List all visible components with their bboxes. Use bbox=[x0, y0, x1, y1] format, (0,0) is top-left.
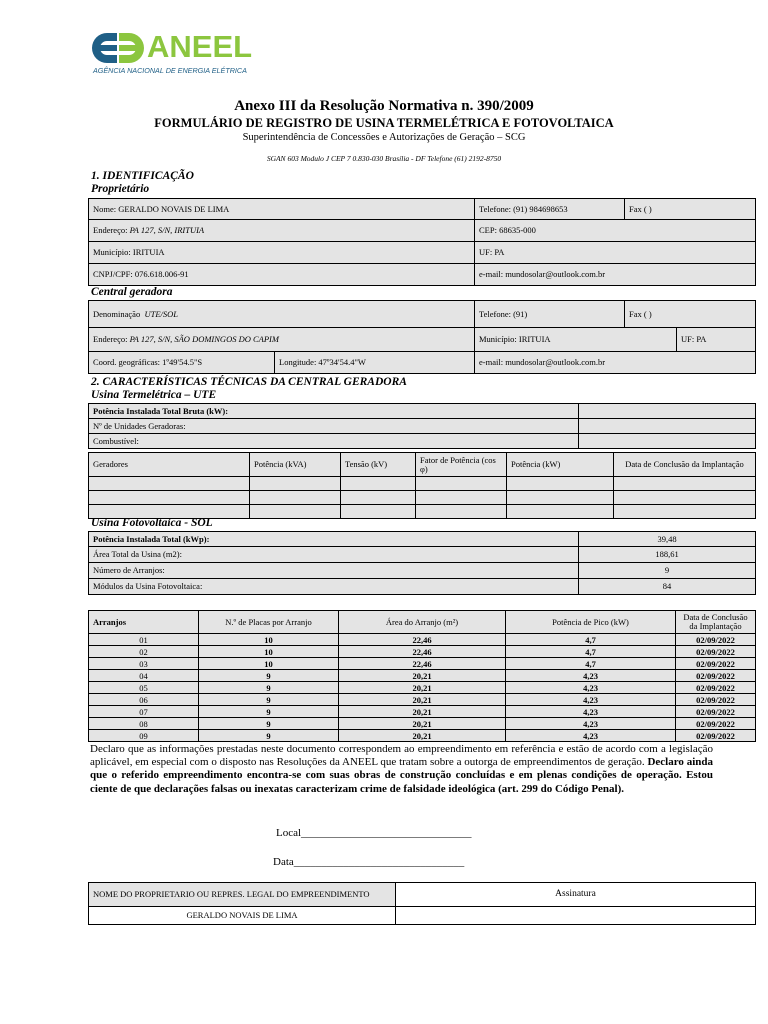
subsection-sol: Usina Fotovoltaica - SOL bbox=[91, 517, 213, 529]
arranjos-header: Arranjos bbox=[89, 611, 199, 634]
arranjo-row bbox=[89, 682, 756, 694]
sol-row bbox=[89, 579, 756, 595]
arranjo-id: 05 bbox=[89, 682, 199, 694]
office-line: Superintendência de Concessões e Autorizações de Geração – SCG bbox=[242, 132, 526, 143]
central-uf: UF: PA bbox=[677, 328, 756, 352]
arranjo-placas: 10 bbox=[199, 658, 339, 670]
geradores-tensao-header: Tensão (kV) bbox=[341, 453, 416, 477]
owner-municipio: Município: IRITUIA bbox=[89, 242, 475, 264]
central-municipio: Município: IRITUIA bbox=[475, 328, 677, 352]
local-line: Local_______________________________ bbox=[276, 827, 472, 839]
central-table bbox=[88, 300, 756, 374]
arranjo-potencia: 4,23 bbox=[506, 730, 676, 742]
arranjos-placas-header: N.º de Placas por Arranjo bbox=[199, 611, 339, 634]
arranjo-row bbox=[89, 706, 756, 718]
central-fax: Fax ( ) bbox=[625, 301, 756, 328]
sol-modulos-label: Módulos da Usina Fotovoltaica: bbox=[89, 579, 579, 595]
central-telefone: Telefone: (91) bbox=[475, 301, 625, 328]
ute-combustivel-value bbox=[579, 434, 756, 449]
arranjo-id: 02 bbox=[89, 646, 199, 658]
logo-subtitle: AGÊNCIA NACIONAL DE ENERGIA ELÉTRICA bbox=[93, 66, 247, 75]
owner-endereco: Endereço: PA 127, S/N, IRITUIA bbox=[89, 220, 475, 242]
owner-cnpj: CNPJ/CPF: 076.618.006-91 bbox=[89, 264, 475, 286]
arranjo-placas: 9 bbox=[199, 718, 339, 730]
arranjo-data: 02/09/2022 bbox=[676, 646, 756, 658]
arranjo-potencia: 4,23 bbox=[506, 718, 676, 730]
sol-row bbox=[89, 532, 756, 547]
arranjo-area: 20,21 bbox=[339, 718, 506, 730]
arranjo-data: 02/09/2022 bbox=[676, 658, 756, 670]
arranjo-data: 02/09/2022 bbox=[676, 682, 756, 694]
ute-potencia-label: Potência Instalada Total Bruta (kW): bbox=[89, 404, 579, 419]
arranjo-area: 22,46 bbox=[339, 646, 506, 658]
owner-fax: Fax ( ) bbox=[625, 199, 756, 220]
page-title: Anexo III da Resolução Normativa n. 390/2009 bbox=[234, 98, 534, 114]
arranjo-placas: 9 bbox=[199, 670, 339, 682]
form-title: FORMULÁRIO DE REGISTRO DE USINA TERMELÉTRICA E FOTOVOLTAICA bbox=[154, 116, 614, 130]
arranjos-potencia-header: Potência de Pico (kW) bbox=[506, 611, 676, 634]
ute-table bbox=[88, 403, 756, 449]
central-endereco: Endereço: PA 127, S/N, SÃO DOMINGOS DO CAPIM bbox=[89, 328, 475, 352]
arranjo-potencia: 4,23 bbox=[506, 682, 676, 694]
owner-nome: Nome: GERALDO NOVAIS DE LIMA bbox=[89, 199, 475, 220]
signature-name-header: NOME DO PROPRIETARIO OU REPRES. LEGAL DO EMPREENDIMENTO bbox=[89, 883, 396, 907]
arranjo-area: 22,46 bbox=[339, 634, 506, 646]
arranjo-area: 22,46 bbox=[339, 658, 506, 670]
arranjo-area: 20,21 bbox=[339, 730, 506, 742]
declaration-bold: Declaro ainda que o referido empreendimento encontra-se com suas obras de construção concluídas e em plenas condições de operação. Estou ciente de que declarações falsas ou inexatas caracterizam crime de falsidade ideológica (art. 299 do Código Penal). bbox=[90, 756, 713, 795]
geradores-row bbox=[89, 477, 756, 491]
sol-modulos-value: 84 bbox=[579, 579, 756, 595]
arranjo-potencia: 4,7 bbox=[506, 646, 676, 658]
signature-sign-field[interactable] bbox=[396, 907, 756, 925]
logo-name: ANEEL bbox=[147, 29, 253, 64]
sol-potencia-label: Potência Instalada Total (kWp): bbox=[89, 532, 579, 547]
geradores-potencia-kva-header: Potência (kVA) bbox=[250, 453, 341, 477]
owner-email: e-mail: mundosolar@outlook.com.br bbox=[475, 264, 756, 286]
sol-table bbox=[88, 531, 756, 595]
address-line: SGAN 603 Modulo J CEP 7 0.830-030 Brasília - DF Telefone (61) 2192-8750 bbox=[266, 154, 502, 163]
geradores-data-header: Data de Conclusão da Implantação bbox=[614, 453, 756, 477]
arranjo-row bbox=[89, 646, 756, 658]
arranjo-potencia: 4,23 bbox=[506, 694, 676, 706]
arranjo-placas: 9 bbox=[199, 730, 339, 742]
subsection-ute: Usina Termelétrica – UTE bbox=[91, 389, 217, 401]
arranjo-id: 09 bbox=[89, 730, 199, 742]
arranjo-area: 20,21 bbox=[339, 694, 506, 706]
declaration-text bbox=[90, 743, 713, 796]
ute-unidades-value bbox=[579, 419, 756, 434]
arranjo-row bbox=[89, 658, 756, 670]
arranjo-id: 06 bbox=[89, 694, 199, 706]
arranjo-id: 08 bbox=[89, 718, 199, 730]
geradores-fator-header: Fator de Potência (cos φ) bbox=[416, 453, 507, 477]
signature-sign-header: Assinatura bbox=[396, 883, 756, 907]
arranjo-placas: 10 bbox=[199, 634, 339, 646]
owner-uf: UF: PA bbox=[475, 242, 756, 264]
arranjo-id: 04 bbox=[89, 670, 199, 682]
declaration-normal: Declaro que as informações prestadas neste documento correspondem ao empreendimento em referência e estão de acordo com a legislação aplicável, em especial com o disposto nas Resoluções da ANEEL que tratam sobre a outorga de empreendimentos de geração. bbox=[90, 743, 713, 769]
subsection-central-geradora: Central geradora bbox=[91, 286, 173, 298]
signature-name-value: GERALDO NOVAIS DE LIMA bbox=[89, 907, 396, 925]
owner-telefone: Telefone: (91) 984698653 bbox=[475, 199, 625, 220]
geradores-row bbox=[89, 491, 756, 505]
section-identificacao: 1. IDENTIFICAÇÃO bbox=[91, 170, 194, 182]
arranjo-data: 02/09/2022 bbox=[676, 694, 756, 706]
arranjos-data-header: Data de Conclusão da Implantação bbox=[676, 611, 756, 634]
arranjo-placas: 9 bbox=[199, 682, 339, 694]
central-denominacao: Denominação UTE/SOL bbox=[89, 301, 475, 328]
arranjo-area: 20,21 bbox=[339, 670, 506, 682]
sol-row bbox=[89, 547, 756, 563]
arranjo-data: 02/09/2022 bbox=[676, 634, 756, 646]
sol-area-label: Área Total da Usina (m2): bbox=[89, 547, 579, 563]
arranjo-data: 02/09/2022 bbox=[676, 670, 756, 682]
section-caracteristicas: 2. CARACTERÍSTICAS TÉCNICAS DA CENTRAL GERADORA bbox=[91, 376, 407, 388]
arranjo-data: 02/09/2022 bbox=[676, 706, 756, 718]
aneel-logo-icon bbox=[90, 31, 146, 65]
arranjo-row bbox=[89, 694, 756, 706]
subsection-proprietario: Proprietário bbox=[91, 183, 150, 195]
arranjo-area: 20,21 bbox=[339, 706, 506, 718]
arranjo-potencia: 4,23 bbox=[506, 706, 676, 718]
arranjo-placas: 9 bbox=[199, 694, 339, 706]
sol-arranjos-value: 9 bbox=[579, 563, 756, 579]
arranjo-id: 03 bbox=[89, 658, 199, 670]
central-email: e-mail: mundosolar@outlook.com.br bbox=[475, 352, 756, 374]
geradores-potencia-kw-header: Potência (kW) bbox=[507, 453, 614, 477]
sol-row bbox=[89, 563, 756, 579]
sol-potencia-value: 39,48 bbox=[579, 532, 756, 547]
arranjo-row bbox=[89, 718, 756, 730]
arranjo-row bbox=[89, 730, 756, 742]
ute-combustivel-label: Combustível: bbox=[89, 434, 579, 449]
aneel-logo bbox=[90, 30, 270, 78]
arranjo-id: 01 bbox=[89, 634, 199, 646]
central-coord: Coord. geográficas: 1º49'54.5"S bbox=[89, 352, 275, 374]
signature-table bbox=[88, 882, 756, 925]
arranjo-data: 02/09/2022 bbox=[676, 730, 756, 742]
arranjo-area: 20,21 bbox=[339, 682, 506, 694]
central-longitude: Longitude: 47º34'54.4"W bbox=[275, 352, 475, 374]
arranjo-row bbox=[89, 670, 756, 682]
owner-table bbox=[88, 198, 756, 286]
arranjo-potencia: 4,7 bbox=[506, 634, 676, 646]
ute-potencia-value bbox=[579, 404, 756, 419]
sol-area-value: 188,61 bbox=[579, 547, 756, 563]
geradores-table bbox=[88, 452, 756, 519]
arranjo-data: 02/09/2022 bbox=[676, 718, 756, 730]
arranjo-potencia: 4,23 bbox=[506, 670, 676, 682]
geradores-header: Geradores bbox=[89, 453, 250, 477]
arranjo-placas: 10 bbox=[199, 646, 339, 658]
sol-arranjos-label: Número de Arranjos: bbox=[89, 563, 579, 579]
owner-cep: CEP: 68635-000 bbox=[475, 220, 756, 242]
arranjo-potencia: 4,7 bbox=[506, 658, 676, 670]
date-line: Data_______________________________ bbox=[273, 856, 465, 868]
ute-unidades-label: Nº de Unidades Geradoras: bbox=[89, 419, 579, 434]
arranjo-row bbox=[89, 634, 756, 646]
arranjo-placas: 9 bbox=[199, 706, 339, 718]
arranjo-id: 07 bbox=[89, 706, 199, 718]
arranjos-area-header: Área do Arranjo (m²) bbox=[339, 611, 506, 634]
arranjos-table bbox=[88, 610, 756, 742]
